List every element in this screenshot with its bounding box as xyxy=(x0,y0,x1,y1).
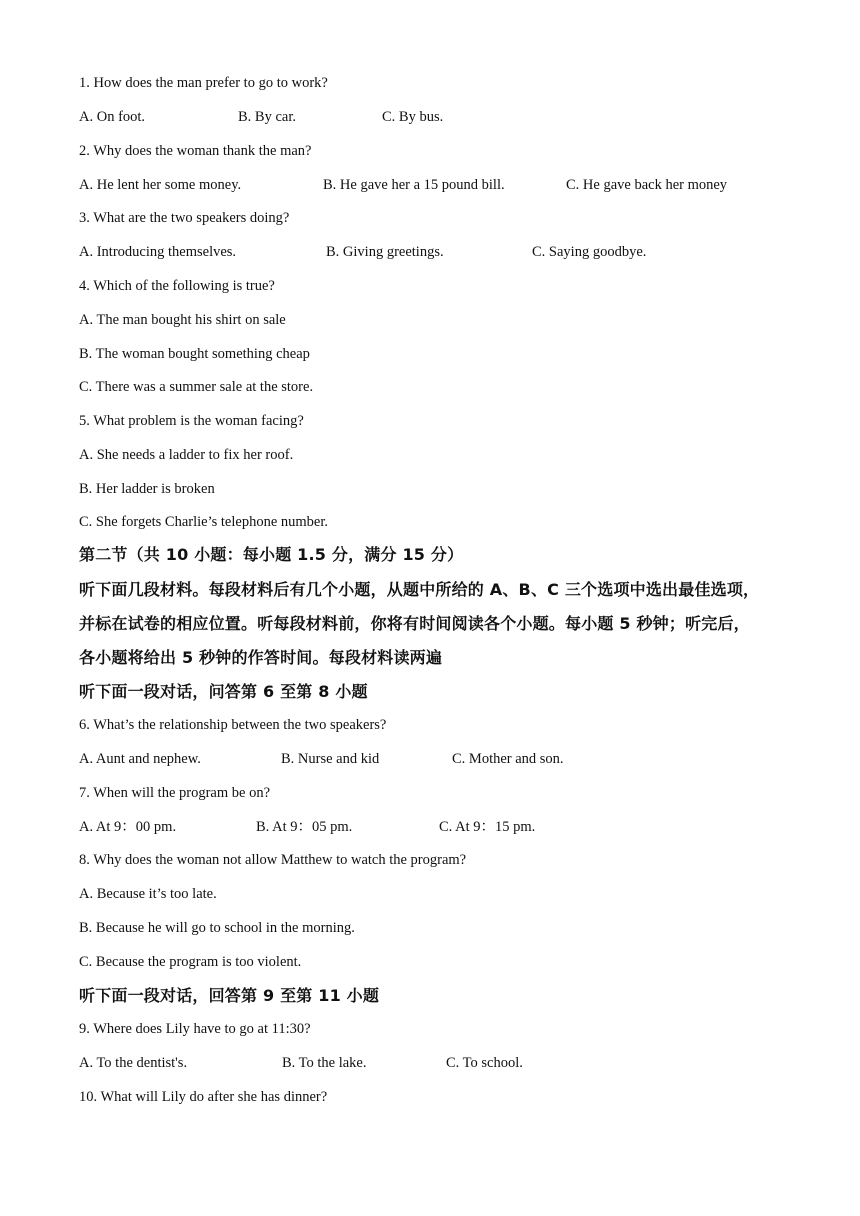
option-3c: C. Saying goodbye. xyxy=(532,244,647,260)
option-2b: B. He gave her a 15 pound bill. xyxy=(323,177,505,193)
section-2-instructions-line-2: 并标在试卷的相应位置。听每段材料前，你将有时间阅读各个小题。每小题 5 秒钟；听完后， xyxy=(79,614,750,633)
option-2a: A. He lent her some money. xyxy=(79,177,242,193)
option-9c: C. To school. xyxy=(446,1055,523,1071)
question-5: 5. What problem is the woman facing? xyxy=(79,413,304,429)
option-6a: A. Aunt and nephew. xyxy=(79,751,201,767)
option-5b: B. Her ladder is broken xyxy=(79,481,215,497)
option-5c: C. She forgets Charlie’s telephone number. xyxy=(79,514,329,530)
section-2-instructions-line-1: 听下面几段材料。每段材料后有几个小题，从题中所给的 A、B、C 三个选项中选出最佳选项， xyxy=(79,580,760,599)
question-8: 8. Why does the woman not allow Matthew to watch the program? xyxy=(79,852,467,868)
dialog-2-heading: 听下面一段对话，回答第 9 至第 11 小题 xyxy=(79,986,380,1005)
option-1a: A. On foot. xyxy=(79,109,146,125)
option-4c: C. There was a summer sale at the store. xyxy=(79,379,314,395)
option-1b: B. By car. xyxy=(238,109,296,125)
option-7a: A. At 9：00 pm. xyxy=(79,819,177,835)
question-9: 9. Where does Lily have to go at 11:30? xyxy=(79,1021,311,1037)
option-3a: A. Introducing themselves. xyxy=(79,244,237,260)
option-2c: C. He gave back her money xyxy=(566,177,728,193)
option-9a: A. To the dentist's. xyxy=(79,1055,188,1071)
question-2: 2. Why does the woman thank the man? xyxy=(79,143,312,159)
dialog-1-heading: 听下面一段对话，问答第 6 至第 8 小题 xyxy=(79,682,368,701)
option-9b: B. To the lake. xyxy=(282,1055,367,1071)
option-1c: C. By bus. xyxy=(382,109,444,125)
option-6c: C. Mother and son. xyxy=(452,751,564,767)
question-10: 10. What will Lily do after she has dinner? xyxy=(79,1089,328,1105)
section-2-title: 第二节（共 10 小题：每小题 1.5 分，满分 15 分） xyxy=(79,545,464,564)
option-8c: C. Because the program is too violent. xyxy=(79,954,302,970)
option-7b: B. At 9：05 pm. xyxy=(256,819,353,835)
option-3b: B. Giving greetings. xyxy=(326,244,444,260)
question-4: 4. Which of the following is true? xyxy=(79,278,275,294)
section-2-instructions-line-3: 各小题将给出 5 秒钟的作答时间。每段材料读两遍 xyxy=(79,648,443,667)
option-4a: A. The man bought his shirt on sale xyxy=(79,312,286,328)
question-1: 1. How does the man prefer to go to work? xyxy=(79,75,328,91)
option-8b: B. Because he will go to school in the morning. xyxy=(79,920,355,936)
option-8a: A. Because it’s too late. xyxy=(79,886,217,902)
question-3: 3. What are the two speakers doing? xyxy=(79,210,290,226)
option-5a: A. She needs a ladder to fix her roof. xyxy=(79,447,294,463)
question-7: 7. When will the program be on? xyxy=(79,785,270,801)
option-4b: B. The woman bought something cheap xyxy=(79,346,310,362)
option-7c: C. At 9：15 pm. xyxy=(439,819,536,835)
question-6: 6. What’s the relationship between the two speakers? xyxy=(79,717,387,733)
option-6b: B. Nurse and kid xyxy=(281,751,380,767)
